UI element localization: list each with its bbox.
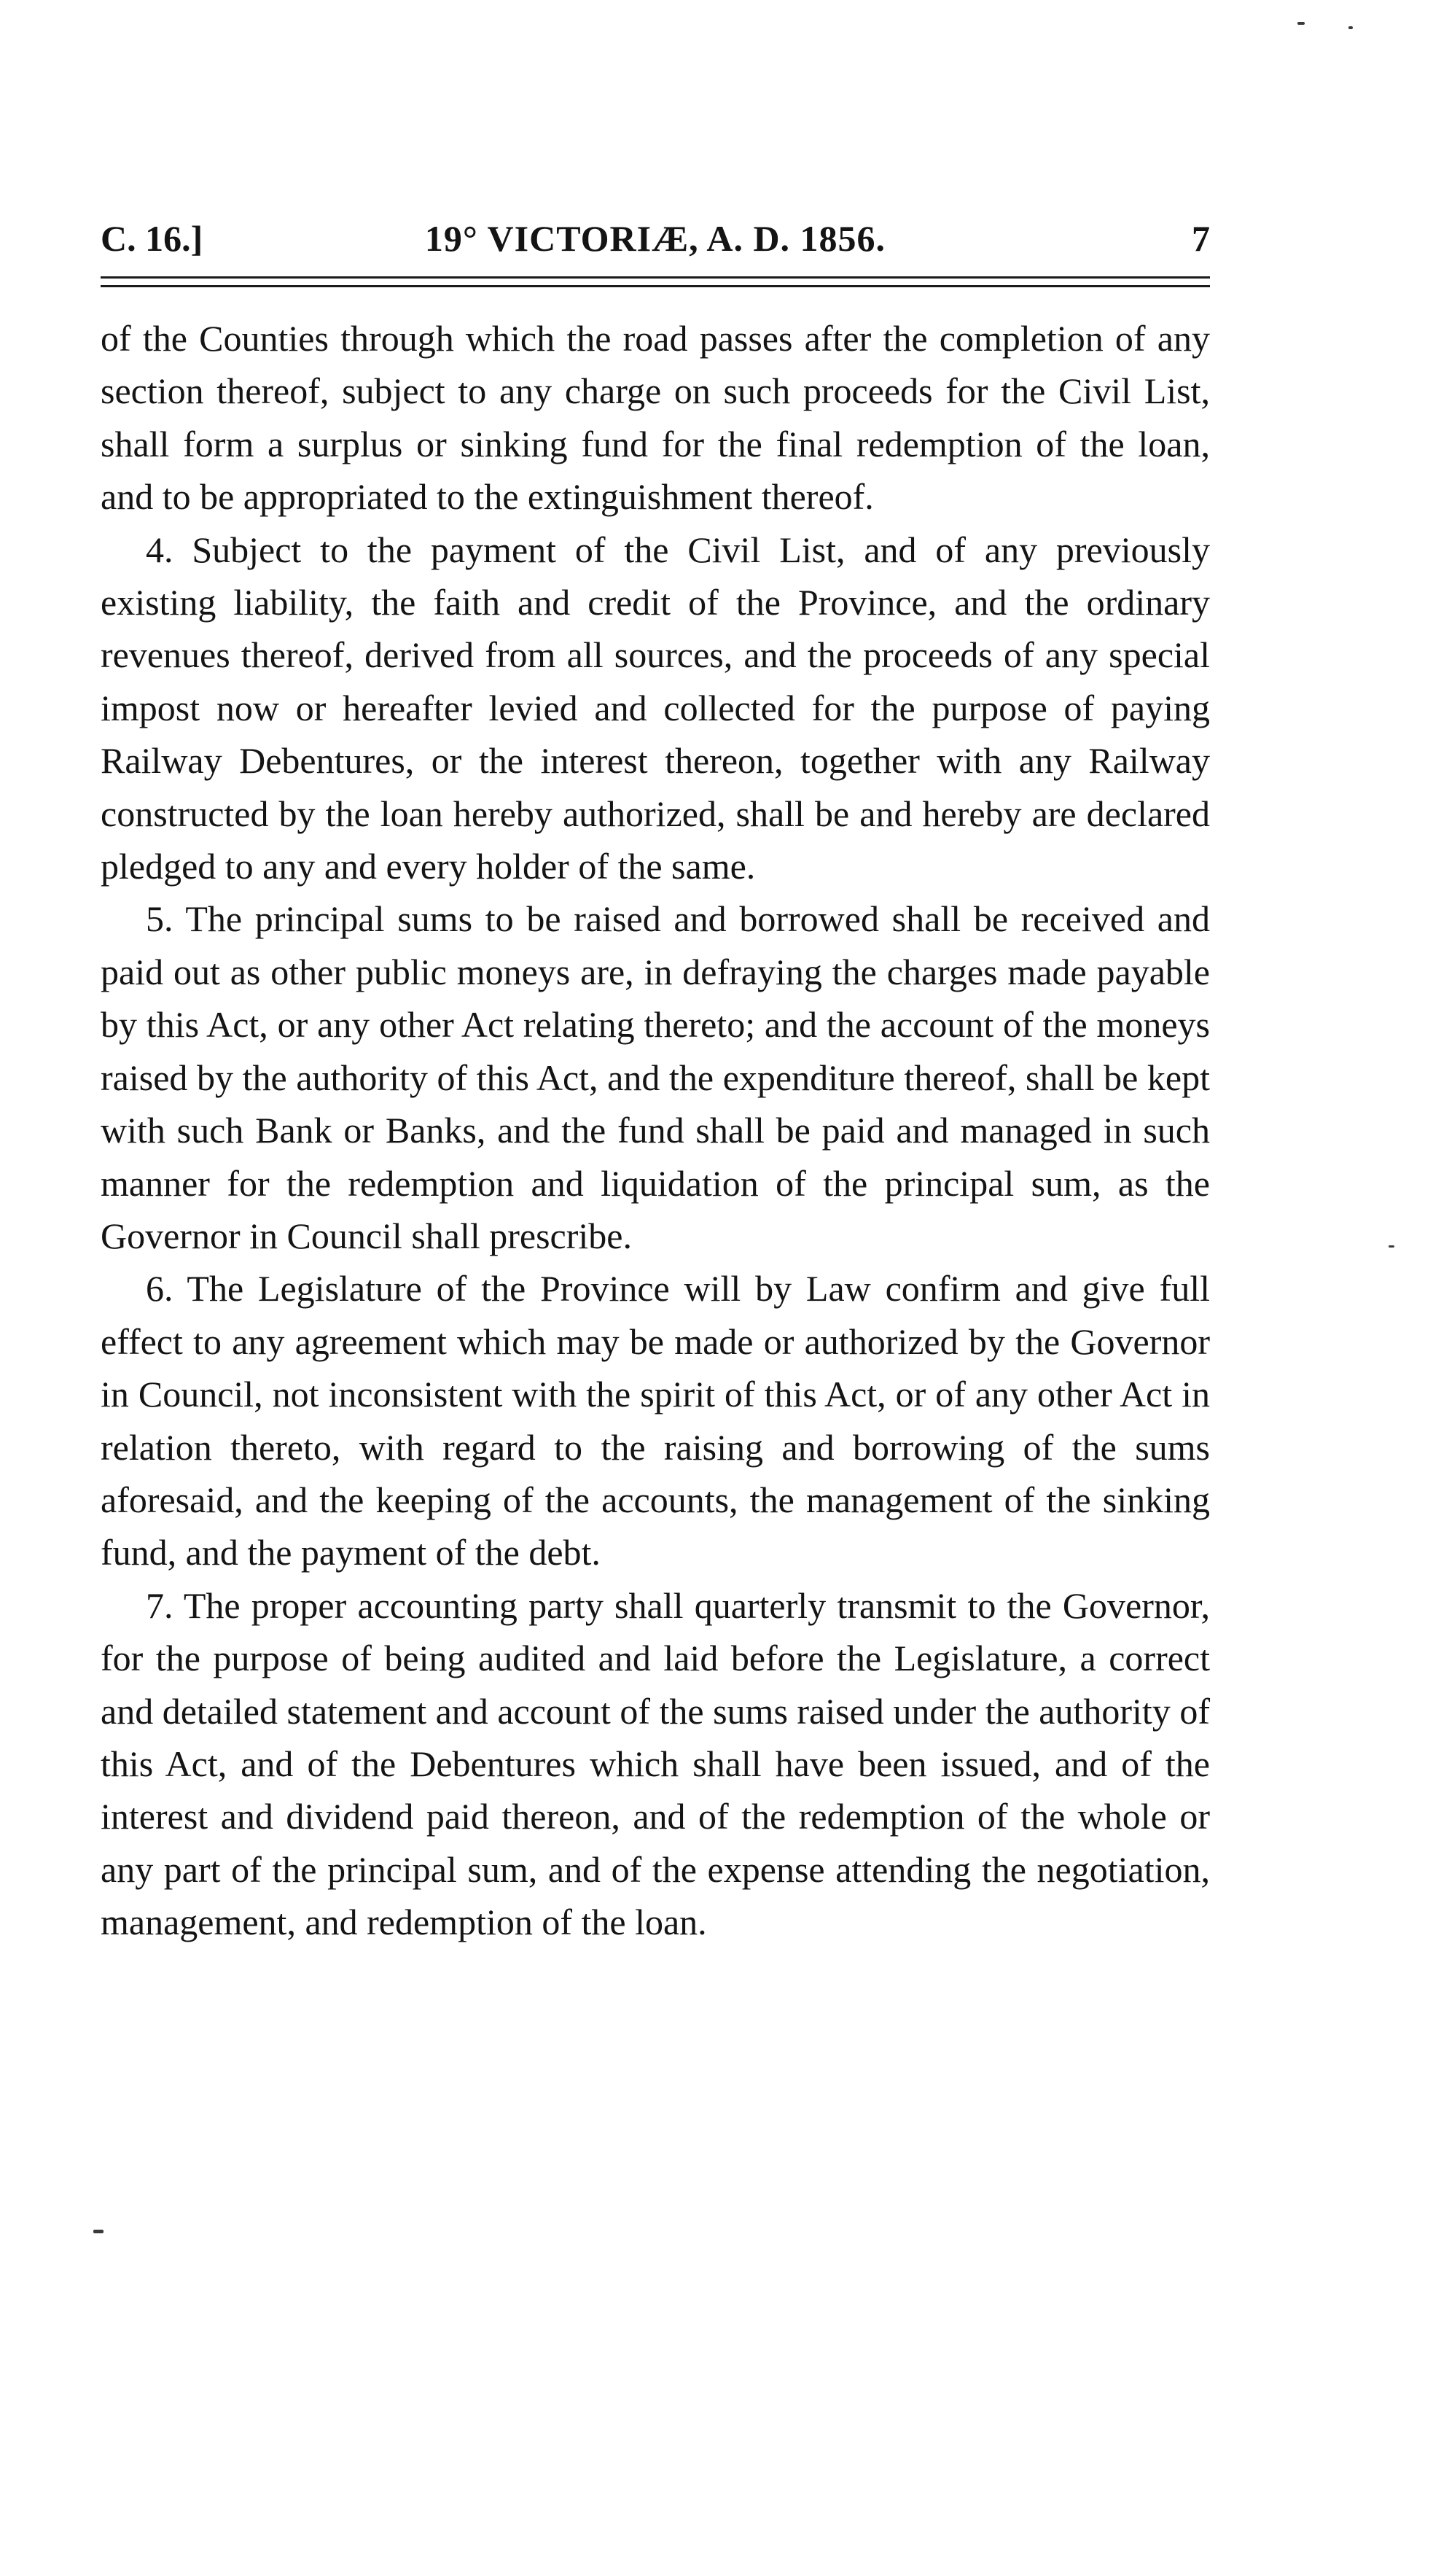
header-rule-upper	[101, 276, 1210, 279]
section-6-paragraph: 6. The Legislature of the Province will by Law confirm and give full effect to any agreement which may be made or authorized by the Governor in Council, not inconsistent with the spirit of this Act, or of any other Act in relation thereto, with regard to the raising and borrowing of the sums aforesaid, and the keeping of the accounts, the management of the sinking fund, and the payment of the debt.	[101, 1268, 1210, 1573]
scan-speck	[1348, 26, 1353, 29]
regnal-year-title: 19° VICTORIÆ, A. D. 1856.	[424, 218, 886, 259]
chapter-reference: C. 16.]	[101, 218, 203, 259]
body-text	[101, 312, 1210, 1949]
scan-speck	[93, 2230, 104, 2233]
header-rule-lower	[101, 285, 1210, 287]
paragraph-continuation: of the Counties through which the road passes after the completion of any section thereof, subject to any charge on such proceeds for the Civil List, shall form a surplus or sinking fund for the final redemption of the loan, and to be appropriated to the extinguishment thereof.	[101, 318, 1210, 518]
section-4-paragraph: 4. Subject to the payment of the Civil List, and of any previously existing liability, the faith and credit of the Province, and the ordinary revenues thereof, derived from all sources, and the proceeds of any special impost now or hereafter levied and collected for the purpose of paying Railway Debentures, or the interest thereon, together with any Railway constructed by the loan hereby authorized, shall be and hereby are declared pledged to any and every holder of the same.	[101, 529, 1210, 887]
scan-speck	[1297, 22, 1305, 25]
page-number: 7	[1192, 218, 1210, 259]
section-5-paragraph: 5. The principal sums to be raised and borrowed shall be received and paid out as other public moneys are, in defraying the charges made payable by this Act, or any other Act relating thereto; and the account of the moneys raised by the authority of this Act, and the expenditure thereof, shall be kept with such Bank or Banks, and the fund shall be paid and managed in such manner for the redemption and liquidation of the principal sum, as the Governor in Council shall prescribe.	[101, 898, 1210, 1256]
section-7-paragraph: 7. The proper accounting party shall quarterly transmit to the Governor, for the purpose of being audited and laid before the Legislature, a correct and detailed statement and account of the sums raised under the authority of this Act, and of the Debentures which shall have been issued, and of the interest and dividend paid thereon, and of the redemption of the whole or any part of the principal sum, and of the expense attending the negotiation, management, and redemption of the loan.	[101, 1584, 1210, 1943]
scan-speck	[1389, 1245, 1394, 1248]
running-header	[101, 213, 1210, 264]
